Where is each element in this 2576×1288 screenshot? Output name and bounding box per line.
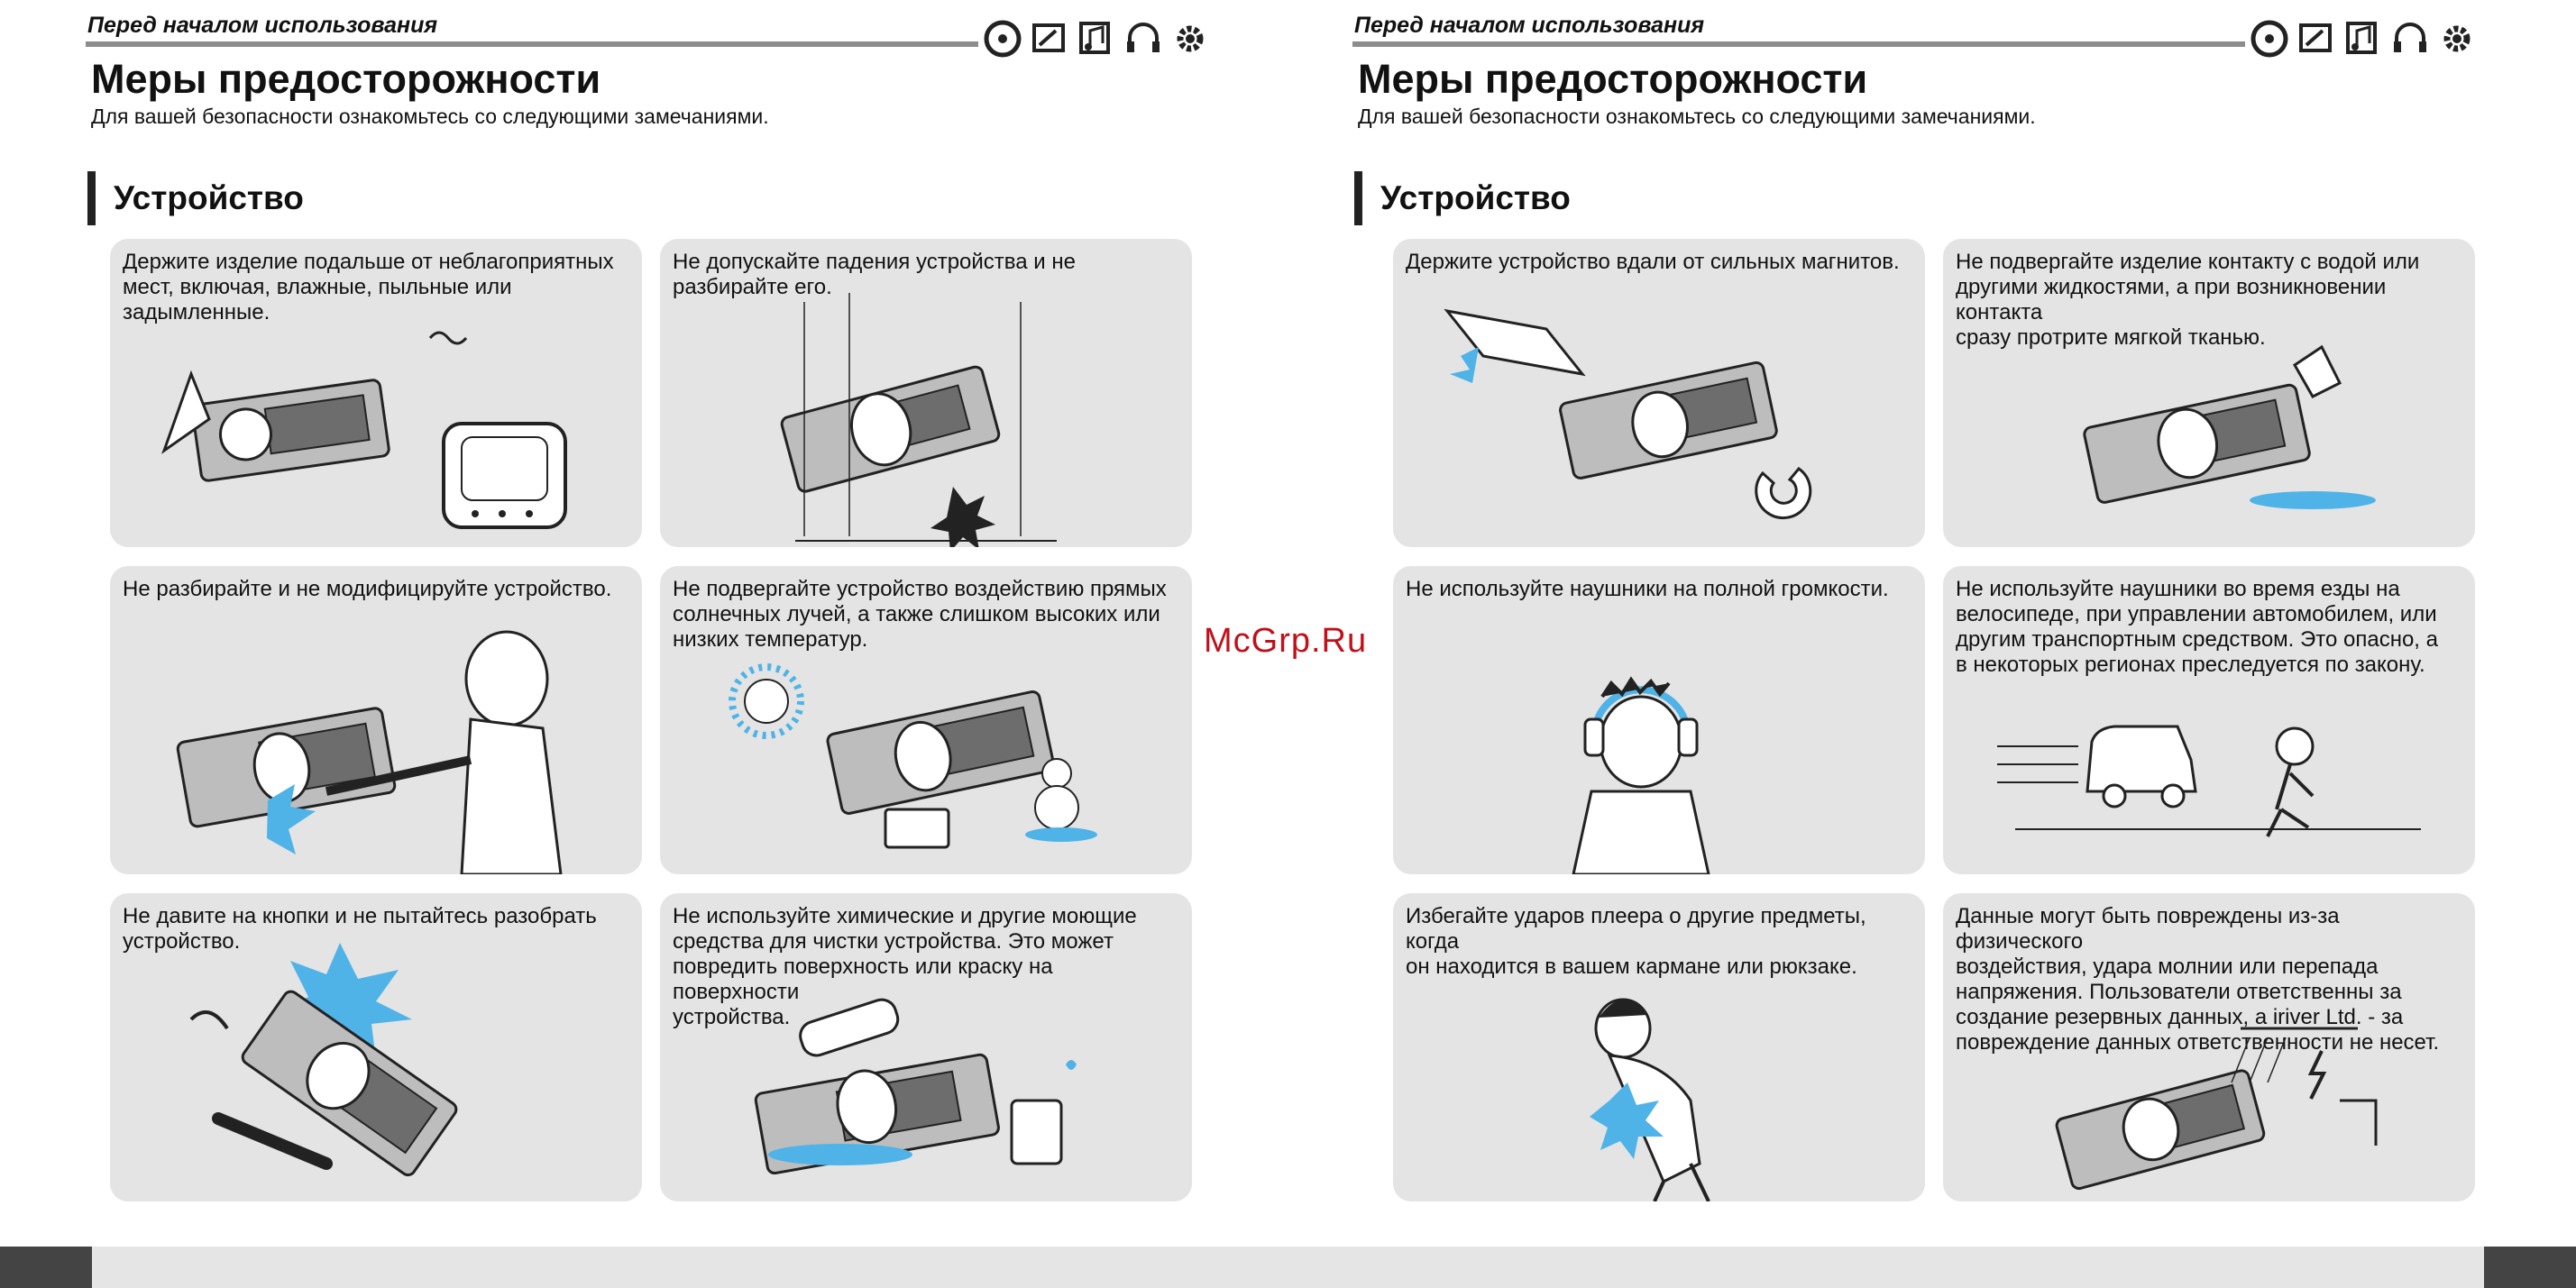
gear-icon	[1169, 18, 1211, 59]
device-heading-text: Устройство	[114, 179, 304, 216]
loud-headphones-illustration	[1393, 566, 1925, 874]
music-icon	[2342, 18, 2384, 59]
page-title: Меры предосторожности	[1358, 56, 1868, 102]
headphones-icon	[2389, 18, 2431, 59]
screen-icon	[2296, 18, 2337, 59]
device-heading-text: Устройство	[1380, 179, 1571, 216]
precaution-card	[660, 239, 1192, 547]
traffic-danger-illustration	[1943, 566, 2475, 874]
card-text: Не допускайте падения устройства и не разбирайте его.	[673, 250, 1076, 299]
precaution-card	[110, 239, 642, 547]
card-text: Не используйте наушники на полной громкости.	[1406, 577, 1889, 601]
precaution-card	[1943, 893, 2475, 1201]
right-page	[1352, 0, 2576, 1244]
disc-icon	[982, 18, 1023, 59]
lightning-data-illustration	[1943, 893, 2475, 1201]
section-label: Перед началом использования	[87, 13, 438, 38]
page-header	[86, 0, 1321, 54]
left-page	[86, 0, 1321, 1244]
chemical-cleaning-illustration	[660, 893, 1192, 1201]
right-corner-block	[2484, 1247, 2576, 1288]
disc-icon	[2249, 18, 2290, 59]
water-spill-illustration	[1943, 239, 2475, 547]
header-icons	[2249, 18, 2478, 59]
dusty-humidifier-illustration	[110, 239, 642, 547]
gear-icon	[2436, 18, 2478, 59]
card-text: Не подвергайте устройство воздействию прямых солнечных лучей, а также слишком высоких или низких температур.	[673, 577, 1167, 652]
disassembly-illustration	[110, 566, 642, 874]
device-heading	[87, 171, 304, 225]
page-subtitle: Для вашей безопасности ознакомьтесь со следующими замечаниями.	[1358, 105, 2036, 128]
header-icons	[982, 18, 1211, 59]
precaution-card	[660, 566, 1192, 874]
header-rule	[86, 41, 978, 47]
precaution-card	[1393, 239, 1925, 547]
card-text: Не используйте химические и другие моющие средства для чистки устройства. Это может повредить поверхность или краску на поверхности устройства.	[673, 904, 1137, 1029]
precaution-card	[1943, 239, 2475, 547]
card-text: Не подвергайте изделие контакту с водой или другими жидкостями, а при возникновении контакта сразу протрите мягкой тканью.	[1956, 250, 2420, 350]
card-text: Данные могут быть повреждены из-за физического воздействия, удара молнии или перепада напряжения. Пользователи ответственны за создание резервных данных, а iriver Ltd. - за повреждение данных ответственности не несет.	[1956, 904, 2440, 1055]
dropped-player-illustration	[660, 239, 1192, 547]
page-header	[1352, 0, 2576, 54]
bottom-bar	[0, 1247, 2576, 1288]
precaution-card	[110, 893, 642, 1201]
precaution-card	[660, 893, 1192, 1201]
section-label: Перед началом использования	[1354, 13, 1705, 38]
pressing-buttons-illustration	[110, 893, 642, 1201]
header-rule	[1352, 41, 2245, 47]
precaution-card	[1393, 566, 1925, 874]
card-text: Держите устройство вдали от сильных магнитов.	[1406, 250, 1900, 274]
precaution-card	[110, 566, 642, 874]
precaution-card	[1393, 893, 1925, 1201]
card-text: Избегайте ударов плеера о другие предметы, когда он находится в вашем кармане или рюкзаке.	[1406, 904, 1866, 979]
music-icon	[1076, 18, 1117, 59]
page-title: Меры предосторожности	[91, 56, 601, 102]
screen-icon	[1029, 18, 1070, 59]
page-subtitle: Для вашей безопасности ознакомьтесь со следующими замечаниями.	[91, 105, 769, 128]
precaution-card	[1943, 566, 2475, 874]
device-heading	[1354, 171, 1571, 225]
left-corner-block	[0, 1247, 92, 1288]
card-text: Не давите на кнопки и не пытайтесь разобрать устройство.	[123, 904, 597, 954]
card-text: Не используйте наушники во время езды на велосипеде, при управлении автомобилем, или другим транспортным средством. Это опасно, а в некоторых регионах преследуется по закону.	[1956, 577, 2438, 677]
card-text: Не разбирайте и не модифицируйте устройство.	[123, 577, 612, 601]
magnet-illustration	[1393, 239, 1925, 547]
headphones-icon	[1123, 18, 1164, 59]
watermark: McGrp.Ru	[1204, 622, 1368, 660]
sun-heat-snow-illustration	[660, 566, 1192, 874]
card-text: Держите изделие подальше от неблагоприятных мест, включая, влажные, пыльные или задымленные.	[123, 250, 614, 324]
pocket-impact-illustration	[1393, 893, 1925, 1201]
